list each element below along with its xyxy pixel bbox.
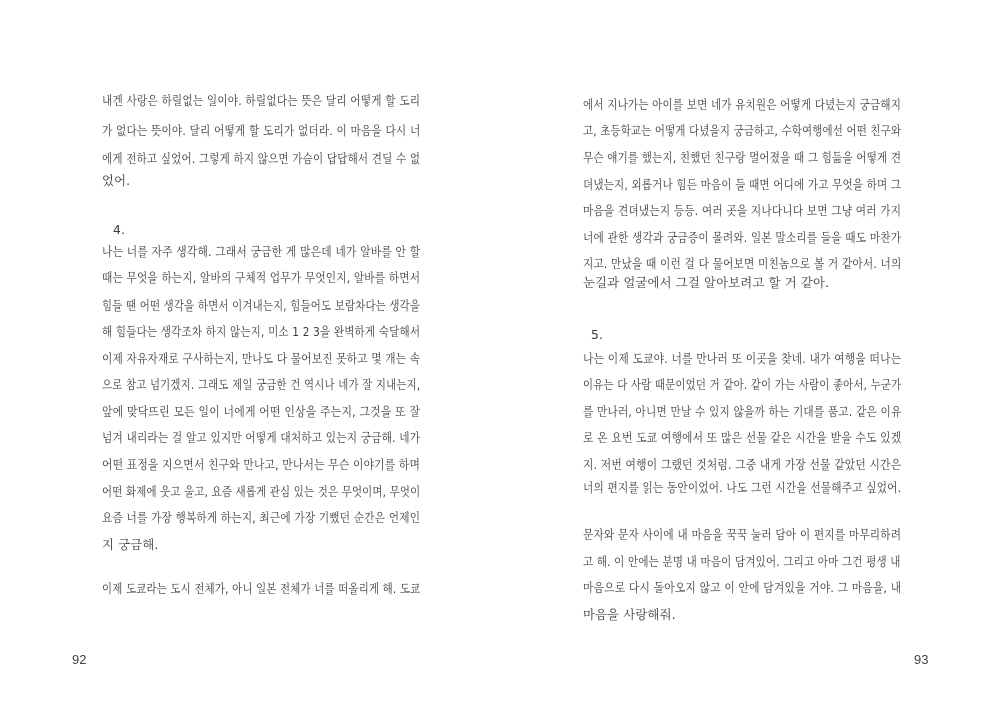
text-line: 으로 참고 넘기겠지. 그래도 제일 궁금한 건 역시나 네가 잘 지내는지, — [102, 378, 421, 392]
text-line: 이제 자유자재로 구사하는지, 만나도 다 물어보진 못하고 몇 개는 속 — [102, 352, 421, 366]
text-line: 이제 도쿄라는 도시 전체가, 아니 일본 전체가 너를 떠올리게 해. 도쿄 — [102, 582, 421, 596]
text-line: 지 궁금해. — [102, 538, 159, 552]
text-line: 이유는 다 사람 때문이었던 거 같아. 같이 가는 사람이 좋아서, 누군가 — [583, 378, 902, 392]
text-line: 나는 이제 도쿄야. 너를 만나러 또 이곳을 찾네. 내가 여행을 떠나는 — [583, 352, 902, 366]
text-line: 마음을 사랑해줘. — [583, 608, 676, 622]
text-line: 에서 지나가는 아이를 보면 네가 유치원은 어떻게 다녔는지 궁금해지 — [583, 98, 902, 112]
text-line: 뎌냈는지, 외롭거나 힘든 마음이 들 때면 어디에 가고 무엇을 하며 그 — [583, 178, 902, 192]
text-line: 너의 편지를 읽는 동안이었어. 나도 그런 시간을 선물해주고 싶었어. — [583, 481, 902, 495]
text-line: 마음을 견뎌냈는지 등등. 여러 곳을 지나다니다 보면 그냥 여러 가지 — [583, 204, 902, 218]
text-line: 넘겨 내리라는 걸 알고 있지만 어떻게 대처하고 있는지 궁금해. 네가 — [102, 431, 421, 445]
text-line: 해 힘들다는 생각조차 하지 않는지, 미소 1 2 3을 완벽하게 숙달해서 — [102, 325, 421, 339]
section-number: 5. — [591, 328, 604, 342]
section-number: 4. — [113, 223, 126, 237]
text-line: 내겐 사랑은 하릴없는 일이야. 하릴없다는 뜻은 달리 어떻게 할 도리 — [102, 94, 421, 108]
text-line: 문자와 문자 사이에 내 마음을 꾹꾹 눌러 담아 이 편지를 마무리하려 — [583, 528, 902, 542]
text-line: 어떤 표정을 지으면서 친구와 만나고, 만나서는 무슨 이야기를 하며 — [102, 458, 421, 472]
text-line: 를 만나러, 아니면 만날 수 있지 않을까 하는 기대를 품고. 같은 이유 — [583, 405, 902, 419]
text-line: 고, 초등학교는 어떻게 다녔을지 궁금하고, 수학여행에선 어떤 친구와 — [583, 124, 902, 138]
text-line: 눈길과 얼굴에서 그걸 알아보려고 할 거 같아. — [583, 276, 830, 290]
text-line: 가 없다는 뜻이야. 달리 어떻게 할 도리가 없더라. 이 마음을 다시 너 — [102, 124, 421, 138]
text-line: 때는 무엇을 하는지, 알바의 구체적 업무가 무엇인지, 알바를 하면서 — [102, 271, 421, 285]
text-line: 지고. 만났을 때 이런 걸 다 물어보면 미친놈으로 볼 거 같아서. 너의 — [583, 257, 902, 271]
text-line: 로 온 요번 도쿄 여행에서 또 많은 선물 같은 시간을 받을 수도 있겠 — [583, 431, 902, 445]
text-line: 무슨 얘기를 했는지, 친했던 친구랑 멀어졌을 때 그 힘듦을 어떻게 견 — [583, 151, 902, 165]
text-line: 고 해. 이 안에는 분명 내 마음이 담겨있어. 그리고 아마 그건 평생 내 — [583, 555, 901, 569]
right-page — [500, 0, 1000, 707]
text-line: 너에 관한 생각과 궁금증이 몰려와. 일본 말소리를 들을 때도 마찬가 — [583, 231, 902, 245]
text-line: 마음으로 다시 돌아오지 않고 이 안에 담겨있을 거야. 그 마음을, 내 — [583, 581, 902, 595]
text-line: 요즘 너를 가장 행복하게 하는지, 최근에 가장 기뻤던 순간은 언제인 — [102, 511, 421, 525]
text-line: 앞에 맞닥뜨린 모든 일이 너에게 어떤 인상을 주는지, 그것을 또 잘 — [102, 405, 421, 419]
text-line: 나는 너를 자주 생각해. 그래서 궁금한 게 많은데 네가 알바를 안 할 — [102, 245, 421, 259]
page-number: 92 — [72, 652, 87, 667]
page-number: 93 — [914, 652, 929, 667]
text-line: 에게 전하고 싶었어. 그렇게 하지 않으면 가슴이 답답해서 견딜 수 없 — [102, 152, 421, 166]
text-line: 힘들 땐 어떤 생각을 하면서 이겨내는지, 힘들어도 보람차다는 생각을 — [102, 299, 421, 313]
text-line: 지. 저번 여행이 그랬던 것처럼. 그중 내게 가장 선물 같았던 시간은 — [583, 458, 902, 472]
text-line: 어떤 화제에 웃고 울고, 요즘 새롭게 관심 있는 것은 무엇이며, 무엇이 — [102, 485, 421, 499]
text-line: 었어. — [102, 174, 131, 188]
